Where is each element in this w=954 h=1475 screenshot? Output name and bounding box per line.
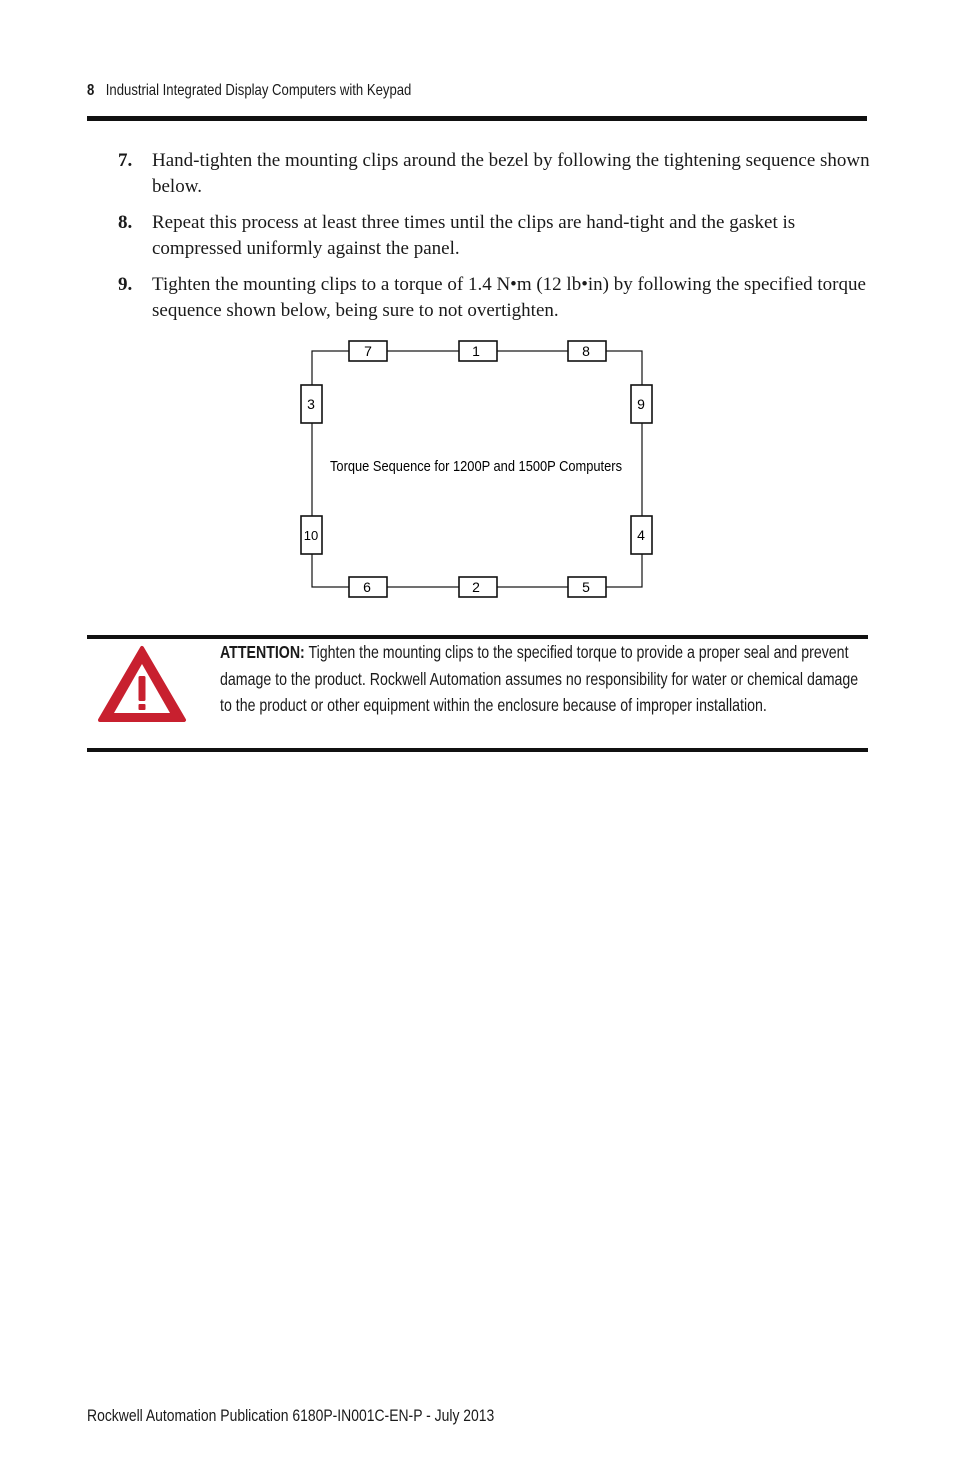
clip-label: 9 (637, 396, 645, 412)
attention-notice (220, 639, 860, 719)
attention-bottom-rule (87, 748, 868, 752)
clip-label: 7 (364, 343, 372, 359)
diagram-caption: Torque Sequence for 1200P and 1500P Computers (330, 458, 622, 475)
clip-top-left (349, 341, 387, 361)
clip-label: 1 (472, 343, 480, 359)
step-text: Repeat this process at least three times until the clips are hand-tight and the gasket is compressed uniformly against the panel. (152, 212, 796, 259)
torque-sequence-diagram (0, 0, 954, 640)
clip-bottom-right (568, 577, 606, 597)
clip-left-lower (301, 516, 322, 554)
step-text: Hand-tighten the mounting clips around the bezel by following the tightening sequence shown below. (152, 150, 870, 197)
clip-top-center (459, 341, 497, 361)
clip-label: 2 (472, 579, 480, 595)
clip-label: 5 (582, 579, 590, 595)
document-title: Industrial Integrated Display Computers with Keypad (105, 82, 412, 99)
clip-bottom-center (459, 577, 497, 597)
step-number: 9. (118, 274, 133, 295)
page-number: 8 (87, 82, 95, 99)
clip-label: 4 (637, 527, 645, 543)
step-number: 8. (118, 212, 133, 233)
warning-triangle-icon (97, 644, 187, 724)
step-number: 7. (118, 150, 133, 171)
clip-top-right (568, 341, 606, 361)
clip-bottom-left (349, 577, 387, 597)
attention-body: Tighten the mounting clips to the specified torque to provide a proper seal and prevent damage to the product. Rockwell Automation assumes no responsibility for water or chemical damage to the product or other equipment within the enclosure because of improper installation. (220, 642, 859, 715)
clip-label: 6 (363, 579, 371, 595)
publication-footer: Rockwell Automation Publication 6180P-IN001C-EN-P - July 2013 (87, 1406, 495, 1425)
clip-right-lower (631, 516, 652, 554)
attention-label: ATTENTION: (220, 642, 305, 662)
clip-right-upper (631, 385, 652, 423)
clip-label: 10 (303, 528, 319, 543)
step-text: Tighten the mounting clips to a torque of 1.4 N•m (12 lb•in) by following the specified torque sequence shown below, being sure to not overtighten. (152, 274, 866, 321)
clip-left-upper (301, 385, 322, 423)
clip-label: 8 (582, 343, 590, 359)
clip-label: 3 (307, 396, 315, 412)
